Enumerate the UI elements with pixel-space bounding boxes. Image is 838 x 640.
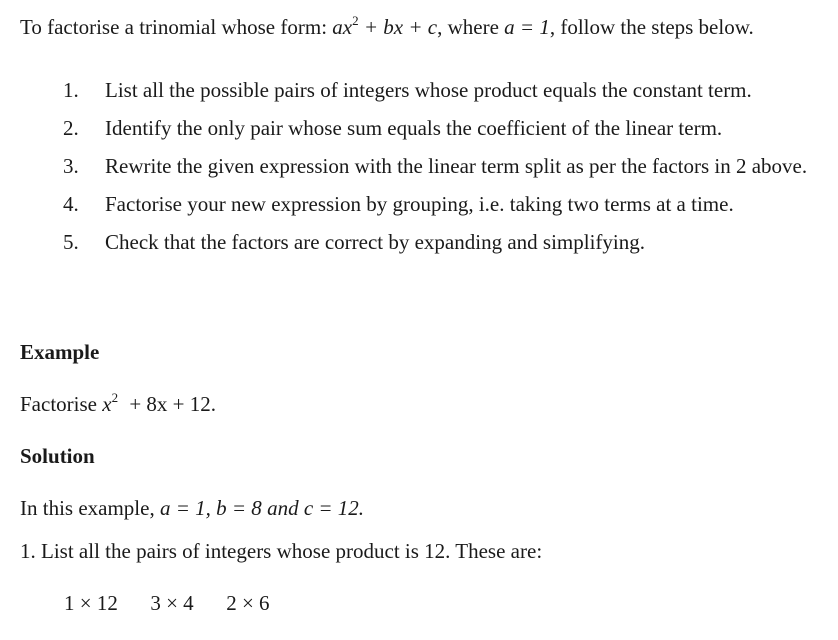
step-number: 3. <box>63 154 79 178</box>
values-prefix: In this example, <box>20 496 155 520</box>
step-text: Identify the only pair whose sum equals the coefficient of the linear term. <box>105 116 723 140</box>
trinomial-expression <box>332 15 437 39</box>
step-number: 2. <box>63 116 79 140</box>
step-item <box>60 152 820 180</box>
condition-a: a = 1 <box>504 15 550 39</box>
value-a: a = 1, <box>159 496 211 520</box>
solution-values <box>20 496 364 521</box>
factor-pair: 1 × 12 <box>64 591 118 615</box>
example-exponent: 2 <box>111 390 119 405</box>
example-prefix: Factorise <box>20 392 97 416</box>
solution-heading: Solution <box>20 444 95 468</box>
step-item <box>60 76 820 104</box>
example-problem <box>20 392 216 417</box>
intro-text: To factorise a trinomial whose form: <box>20 15 328 39</box>
expr-exponent: 2 <box>352 13 359 28</box>
step-item <box>60 114 820 142</box>
step-text: Rewrite the given expression with the linear term split as per the factors in 2 above. <box>105 154 808 178</box>
step-number: 5. <box>63 230 79 254</box>
value-b: b = 8 <box>216 496 262 520</box>
factor-pairs <box>64 591 270 616</box>
step-item <box>60 190 820 218</box>
example-x: x <box>102 392 112 416</box>
step-text: Check that the factors are correct by expanding and simplifying. <box>105 230 645 254</box>
value-and: and <box>267 496 299 520</box>
intro-paragraph <box>20 14 820 41</box>
expr-ax: ax <box>332 15 353 39</box>
step-item <box>60 228 820 256</box>
step-number: 4. <box>63 192 79 216</box>
steps-list <box>60 76 820 266</box>
intro-where: , where <box>437 15 499 39</box>
step-text: List all the possible pairs of integers whose product equals the constant term. <box>105 78 752 102</box>
example-rest: + 8x + 12. <box>129 392 216 416</box>
step-number: 1. <box>63 78 79 102</box>
expr-rest: + bx + c <box>363 15 438 39</box>
example-heading: Example <box>20 340 100 364</box>
factor-pair: 3 × 4 <box>150 591 194 615</box>
intro-text-after: , follow the steps below. <box>549 15 754 39</box>
solution-step1: 1. List all the pairs of integers whose product is 12. These are: <box>20 539 543 563</box>
step-text: Factorise your new expression by grouping, i.e. taking two terms at a time. <box>105 192 734 216</box>
factor-pair: 2 × 6 <box>226 591 270 615</box>
value-c: c = 12. <box>303 496 365 520</box>
